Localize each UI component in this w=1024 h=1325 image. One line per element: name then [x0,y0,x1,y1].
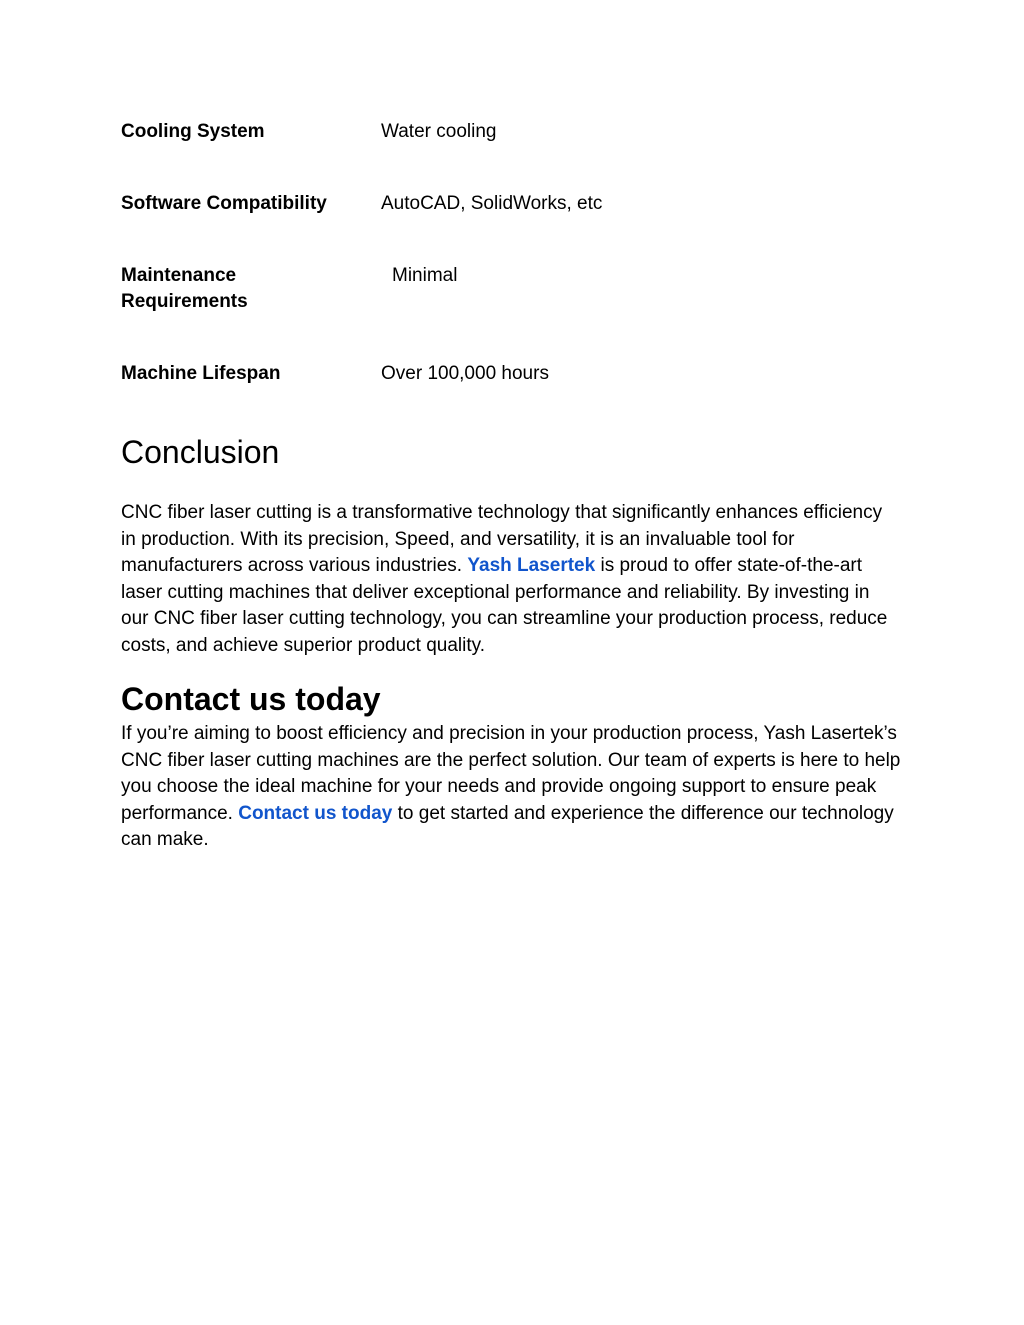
spec-label [121,263,361,315]
spec-label-line: Maintenance [121,265,237,286]
contact-us-today-link[interactable]: Contact us today [238,802,393,824]
conclusion-paragraph [121,500,901,659]
conclusion-text: CNC fiber laser cutting is a transformative technology that significantly enhances efficiency in production. With its precision, Speed, and versatility, it is an invaluable tool for manufacturers across various industries. [121,502,883,576]
contact-text: to get started and experience the difference our technology can make. [121,802,894,850]
spec-label: Machine Lifespan [121,363,281,384]
spec-value: Water cooling [381,121,497,142]
spec-value: AutoCAD, SolidWorks, etc [381,193,603,214]
contact-heading: Contact us today [121,681,381,717]
spec-label: Cooling System [121,121,265,142]
conclusion-text: is proud to offer state-of-the-art laser cutting machines that deliver exceptional performance and reliability. By investing in our CNC fiber laser cutting technology, you can streamline your production process, reduce costs, and achieve superior product quality. [121,555,888,656]
spec-value: Over 100,000 hours [381,363,549,384]
contact-text: If you’re aiming to boost efficiency and precision in your production process, Yash Lasertek’s CNC fiber laser cutting machines are the perfect solution. Our team of experts is here to help you choose the ideal machine for your needs and provide ongoing support to ensure peak performance. [121,723,901,824]
spec-label-line: Requirements [121,291,248,312]
spec-label: Software Compatibility [121,193,327,214]
spec-value: Minimal [392,265,458,286]
contact-paragraph [121,721,901,854]
yash-lasertek-link[interactable]: Yash Lasertek [467,555,596,576]
conclusion-heading: Conclusion [121,434,280,470]
